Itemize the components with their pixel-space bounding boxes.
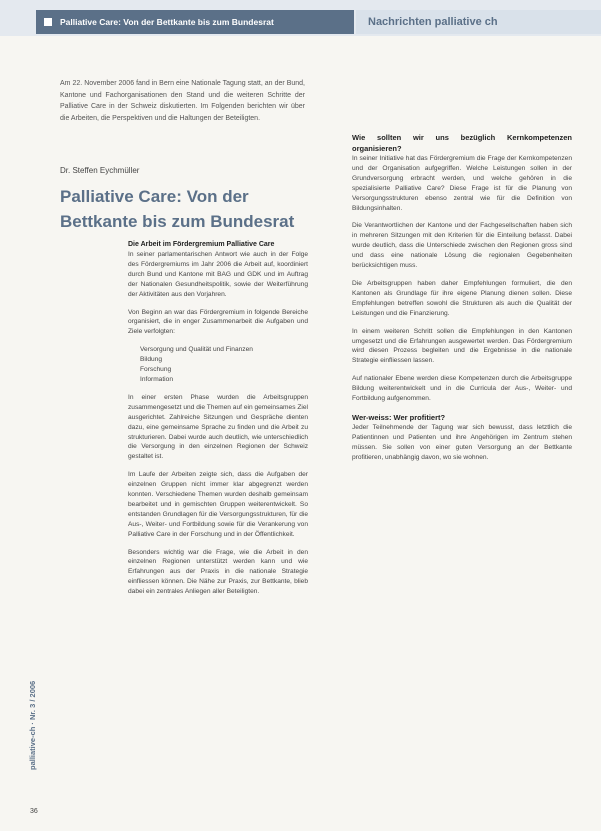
list-item: Bildung [140, 356, 162, 364]
paragraph: Die Arbeitsgruppen haben daher Empfehlungen formuliert, die den Kantonen als Grundlage für ihre eigene Planung dienen sollen. Diese Empfehlungen betreffen sowohl die Strukturen als auch die Qualität der Leistungen und die Finanzierung. [352, 279, 572, 317]
list-item: Information [140, 375, 173, 383]
paragraph: In seiner parlamentarischen Antwort wie auch in der Folge des Fördergremiums im Jahr 2006 die Arbeit auf, koordiniert durch Bund und Kantone mit BAG und GDK und im Auftrag der Nationalen Gesundheitspolitik, sowie der Weiterführung der Aktivitäten aus den Vorjahren. [128, 251, 308, 298]
right-column [352, 130, 572, 471]
article-title: Palliative Care: Von der Bettkante bis zum Bundesrat [60, 187, 295, 231]
paragraph: Die Verantwortlichen der Kantone und der Fachgesellschaften haben sich in mehreren Sitzungen mit den Kriterien für die Einteilung befasst. Dabei wurde deutlich, dass die Unterschiede zwischen den Regionen gross sind und dass eine nationale Lösung die regionalen Gegebenheiten berücksichtigen muss. [352, 222, 572, 270]
paragraph: Besonders wichtig war die Frage, wie die Arbeit in den einzelnen Regionen unterstützt werden kann und wie Erfahrungen aus der Praxis in die nationale Strategie einfliessen können. Die Nähe zur Praxis, zur Bettkante, blieb dabei ein zentrales Anliegen aller Beteiligten. [128, 548, 308, 596]
topic-list [128, 345, 308, 385]
paragraph: Auf nationaler Ebene werden diese Kompetenzen durch die Arbeitsgruppe Bildung weiterentwickelt und in die Curricula der Aus-, Weiter- und Fortbildung aufgenommen. [352, 375, 572, 403]
header-publication-title: Nachrichten palliative ch [368, 16, 498, 28]
header-section-title: Palliative Care: Von der Bettkante bis zum Bundesrat [60, 17, 274, 27]
header-square-icon [44, 18, 52, 26]
left-column-heading: Die Arbeit im Fördergremium Palliative Care [128, 241, 275, 248]
paragraph: Im Laufe der Arbeiten zeigte sich, dass die Aufgaben der einzelnen Gruppen nicht immer klar abgegrenzt werden konnten. Verschiedene Themen wurden deshalb gemeinsam bearbeitet und in gemischten Gruppen weiterentwickelt. So entstanden Grundlagen für die Versorgungsstrukturen, für die Aus-, Weiter- und Fortbildung sowie für die Verankerung von Palliative Care in der Forschung und in der Öffentlichkeit. [128, 471, 308, 538]
paragraph: In einem weiteren Schritt sollen die Empfehlungen in den Kantonen umgesetzt und die Erfahrungen ausgewertet werden. Das Fördergremium wird diesen Prozess begleiten und die Ergebnisse in die nationale Strategie einfliessen lassen. [352, 327, 572, 365]
article-author: Dr. Steffen Eychmüller [60, 166, 140, 175]
paragraph: Von Beginn an war das Fördergremium in folgende Bereiche organisiert, die in enger Zusammenarbeit die Aufgaben und Ziele verfolgten: [128, 308, 308, 336]
header-section-bar [36, 10, 354, 34]
intro-text: Am 22. November 2006 fand in Bern eine Nationale Tagung statt, an der Bund, Kantone und Fachorganisationen den Stand und die weiteren Schritte der Palliative Care in der Schweiz diskutierten. Im Folgenden berichten wir über die Arbeiten, die Perspektiven und die Haltungen der Beteiligten. [60, 80, 305, 122]
left-column [128, 240, 308, 605]
header-publication-bar [356, 10, 601, 34]
list-item: Versorgung und Qualität und Finanzen [140, 346, 253, 354]
list-item: Forschung [140, 366, 172, 374]
paragraph: In seiner Initiative hat das Fördergremium die Frage der Kernkompetenzen und der Organisation aufgegriffen. Welche Leistungen sollen in der Grundversorgung erbracht werden, und welche gehören in die spezialisierte Palliative Care? Diese Frage ist für die Planung von Versorgungsstrukturen ebenso zentral wie für die Definition von Bildungsinhalten. [352, 155, 572, 212]
paragraph: Jeder Teilnehmende der Tagung war sich bewusst, dass letztlich die Patientinnen und Patienten und ihre Angehörigen im Zentrum stehen müssen. Sie sollen von einer guten Versorgung an der Bettkante profitieren, unabhängig davon, wo sie wohnen. [352, 423, 572, 461]
page-number: 36 [30, 808, 38, 815]
paragraph: In einer ersten Phase wurden die Arbeitsgruppen zusammengesetzt und die Themen auf ein gemeinsames Ziel ausgerichtet. Zahlreiche Sitzungen und Gespräche dienten dazu, eine gemeinsame Sprache zu finden und die Arbeit zu strukturieren. Dabei wurde auch deutlich, wie unterschiedlich die Versorgung in den einzelnen Regionen der Schweiz gestaltet ist. [128, 393, 308, 461]
right-column-subheading: Wer-weiss: Wer profitiert? [352, 412, 446, 422]
right-column-heading: Wie sollten wir uns bezüglich Kernkompetenzen organisieren? [352, 133, 572, 153]
journal-side-label: palliative-ch · Nr. 3 / 2006 [28, 680, 37, 770]
